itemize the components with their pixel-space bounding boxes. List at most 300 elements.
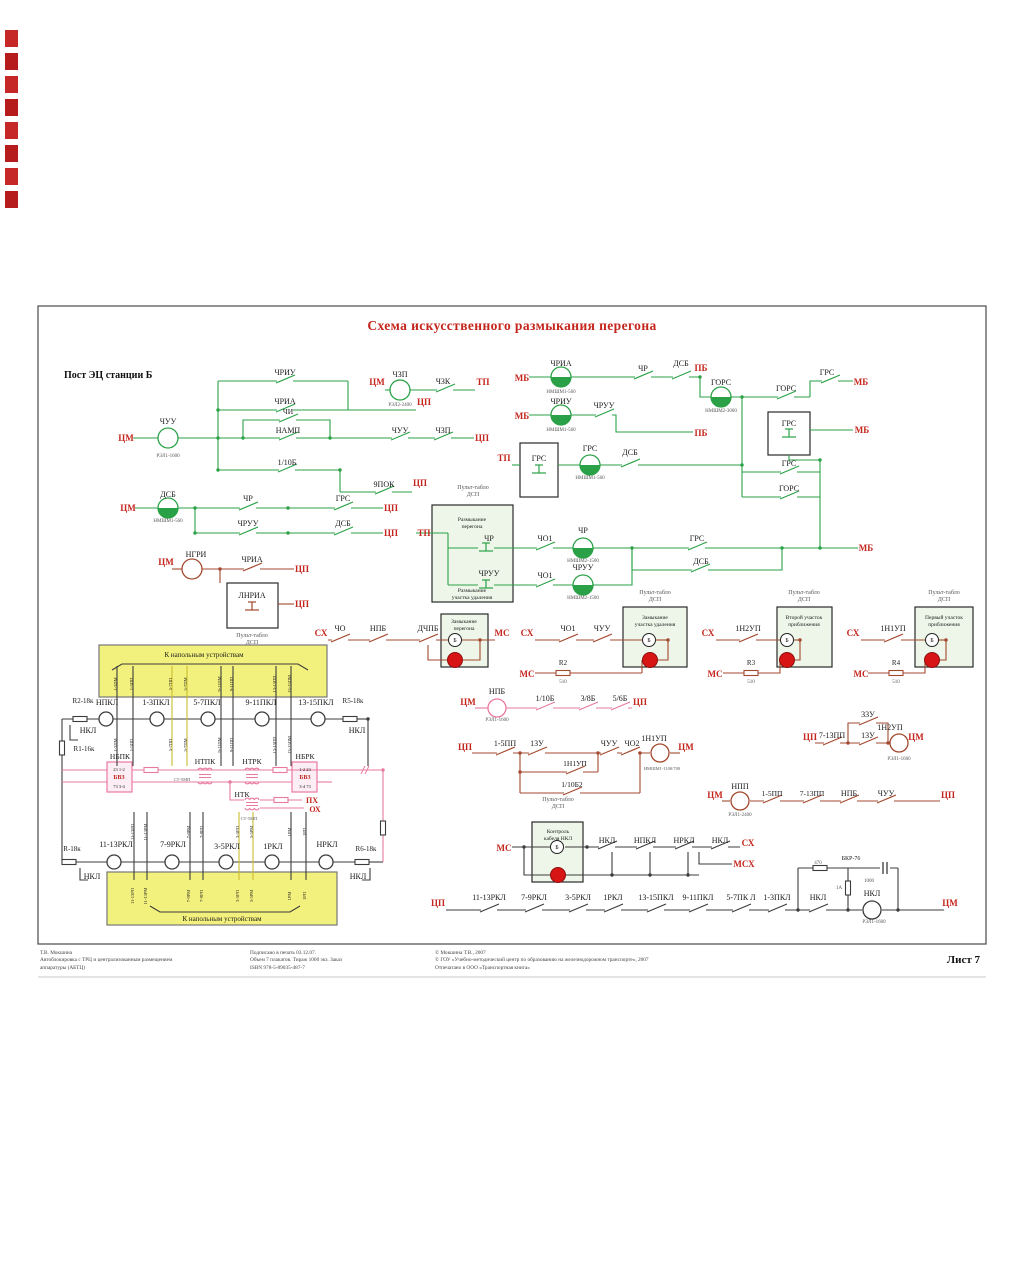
diagram-label: R6-18к <box>355 845 377 853</box>
junction-dot <box>740 463 743 466</box>
diagram-label: НБРК <box>295 752 315 761</box>
lamp-red <box>551 868 566 883</box>
diagram-label: 1Н1УП <box>641 734 667 743</box>
diagram-label: ЧУУ <box>600 739 618 748</box>
diagram-label: 3-5РП <box>235 826 240 838</box>
scan-color-mark <box>5 145 18 162</box>
diagram-label: ДСП <box>648 597 662 603</box>
diagram-label: R-18к <box>63 845 81 853</box>
junction-dot <box>818 546 821 549</box>
diagram-label: 1/10Б <box>535 694 555 703</box>
diagram-label: ДСП <box>937 597 951 603</box>
diagram-label: ЧР <box>484 534 494 543</box>
diagram-label: ЧР <box>578 526 588 535</box>
diagram-label: участка удаления <box>451 595 493 601</box>
diagram-label: ЦП <box>802 732 818 742</box>
diagram-label: НКЛ <box>809 893 827 902</box>
diagram-label: ОХ <box>309 805 321 814</box>
junction-dot <box>944 638 947 641</box>
diagram-label: 1/10Б2 <box>561 780 583 789</box>
junction-dot <box>846 741 849 744</box>
diagram-label: ЦМ <box>707 790 723 800</box>
diagram-label: ДСП <box>466 492 480 498</box>
diagram-label: Пульт-табло <box>928 590 960 596</box>
junction-dot <box>596 751 599 754</box>
footer-line: Автоблокировка с ТРЦ и централизованным размещением <box>40 957 173 964</box>
diagram-label: 3/8Б <box>580 694 596 703</box>
diagram-label: Замыкание <box>451 619 477 625</box>
relay-coil <box>107 855 121 869</box>
diagram-label: МС <box>853 669 869 679</box>
diagram-label: 7-13ПП <box>799 789 825 798</box>
diagram-label: НКЛ <box>863 889 881 898</box>
relay-coil-half <box>573 548 593 558</box>
diagram-label: СХ <box>741 838 755 848</box>
diagram-label: перегона <box>453 626 475 632</box>
junction-dot <box>610 873 613 876</box>
diagram-label: НПБ <box>488 687 506 696</box>
relay-coil <box>158 428 178 448</box>
diagram-label: 13У <box>861 731 875 740</box>
relay-coil <box>863 901 881 919</box>
relay-coil-half <box>573 585 593 595</box>
junction-dot <box>796 908 799 911</box>
diagram-label: R2-18к <box>72 697 94 705</box>
diagram-label: НМШМ1-560 <box>546 390 576 395</box>
diagram-label: 5-7ПМ <box>183 677 188 691</box>
diagram-label: ЦП <box>457 742 473 752</box>
diagram-label: ДСБ <box>160 490 176 499</box>
relay-coil-half <box>580 465 600 475</box>
resistor <box>274 798 288 803</box>
diagram-label: ТП <box>417 528 431 538</box>
diagram-label: ГРС <box>781 419 797 428</box>
footer-line: Подписано в печать 03.12.07. <box>250 950 316 956</box>
relay-coil-half <box>158 508 178 518</box>
diagram-label: 1РКЛ <box>263 842 283 851</box>
diagram-label: ГРС <box>335 494 351 503</box>
diagram-label: 9-11ПКЛ <box>245 698 277 707</box>
diagram-label: ЦП <box>474 433 490 443</box>
wire <box>699 852 732 864</box>
diagram-label: НМШМ1-560 <box>153 519 183 524</box>
diagram-label: НПП <box>731 782 749 791</box>
diagram-label: 13-15ПКЛ <box>638 893 674 902</box>
resistor <box>556 671 570 676</box>
junction-dot <box>328 436 331 439</box>
footer-line: © Мокшина Т.В., 2007 <box>435 950 486 956</box>
diagram-label: НПБ <box>840 789 858 798</box>
diagram-label: НКЛ <box>711 836 729 845</box>
diagram-label: 3-5РКЛ <box>565 893 591 902</box>
relay-coil-half <box>711 397 731 407</box>
diagram-label: 11-13РП <box>130 887 135 905</box>
diagram-label: ДСБ <box>622 448 638 457</box>
diagram-label: ЧР <box>638 364 648 373</box>
diagram-label: 1-3ПКЛ <box>142 698 170 707</box>
junction-dot <box>381 768 384 771</box>
diagram-label: 510 <box>892 680 900 685</box>
diagram-label: 3-5РКЛ <box>214 842 240 851</box>
diagram-label: СХ <box>846 628 860 638</box>
diagram-label: 5-7ПК Л <box>726 893 756 902</box>
diagram-label: ЧИ <box>282 407 294 416</box>
diagram-label: ПБ <box>694 363 708 373</box>
junction-dot <box>818 458 821 461</box>
relay-coil <box>390 380 410 400</box>
diagram-label: РЭЛ1-1600 <box>862 920 886 925</box>
diagram-label: приближения <box>928 622 960 628</box>
diagram-label: НКЛ <box>83 872 101 881</box>
diagram-label: ЧРУУ <box>478 569 500 578</box>
diagram-label: 73 3-4 <box>113 784 125 789</box>
diagram-label: 13-15ПП <box>272 675 277 693</box>
diagram-label: СТ-5МП <box>173 777 191 782</box>
lamp-red <box>780 653 795 668</box>
relay-coil <box>150 712 164 726</box>
junction-dot <box>478 638 481 641</box>
junction-dot <box>896 908 899 911</box>
diagram-label: кабеля НКЛ <box>543 836 573 842</box>
diagram-label: 5-7ПМ <box>183 738 188 752</box>
diagram-label: ПХ <box>306 796 318 805</box>
diagram-label: РЭЛ1-2400 <box>728 813 752 818</box>
diagram-label: 1Н2УП <box>735 624 761 633</box>
wire <box>700 377 711 397</box>
diagram-label: ЧРУУ <box>572 563 594 572</box>
diagram-label: МС <box>496 843 512 853</box>
resistor <box>846 881 851 895</box>
diagram-label: НАМП <box>275 426 301 435</box>
resistor <box>273 768 287 773</box>
diagram-label: 3-5РМ <box>249 825 254 839</box>
diagram-label: ЦП <box>412 478 428 488</box>
diagram-label: 1Н1УП <box>563 759 587 768</box>
diagram-label: ЦМ <box>678 742 694 752</box>
lamp-letter: Б <box>785 638 789 645</box>
diagram-label: 1-2 23 <box>299 767 311 772</box>
scan-color-mark <box>5 191 18 208</box>
diagram-label: ЦП <box>416 397 432 407</box>
diagram-label: НГРИ <box>185 550 207 559</box>
diagram-label: НРКЛ <box>673 836 695 845</box>
diagram-label: ЦП <box>383 503 399 513</box>
junction-dot <box>638 751 641 754</box>
footer-copyright <box>435 950 775 972</box>
cap-gap <box>880 861 890 875</box>
diagram-label: 1-3ПМ <box>113 677 118 691</box>
diagram-label: ЦП <box>294 599 310 609</box>
diagram-label: 11-13РМ <box>143 823 148 841</box>
scan-color-mark <box>5 53 18 70</box>
resistor <box>343 717 357 722</box>
wire <box>593 548 632 585</box>
junction-dot <box>666 638 669 641</box>
diagram-label: СХ <box>701 628 715 638</box>
diagram-label: ЦП <box>940 790 956 800</box>
lamp-letter: Б <box>647 638 651 645</box>
junction-dot <box>686 873 689 876</box>
relay-coil <box>219 855 233 869</box>
diagram-label: НКЛ <box>348 726 366 735</box>
diagram-label: ГОРС <box>778 484 800 493</box>
diagram-label: ЦП <box>632 697 648 707</box>
junction-dot <box>698 375 701 378</box>
resistor <box>62 860 76 865</box>
junction-dot <box>193 531 196 534</box>
diagram-label: 11-13РП <box>130 823 135 841</box>
diagram-label: 9-11ПМ <box>217 676 222 692</box>
diagram-label: R2 <box>558 659 568 667</box>
junction-dot <box>518 751 521 754</box>
relay-coil <box>165 855 179 869</box>
diagram-label: ЦП <box>294 564 310 574</box>
diagram-label: МБ <box>854 425 870 435</box>
diagram-label: Размыкание <box>457 517 487 523</box>
diagram-label: ДСБ <box>673 359 689 368</box>
diagram-label: 7-9РП <box>199 826 204 838</box>
diagram-label: 1РП <box>302 827 307 837</box>
junction-dot <box>338 468 341 471</box>
diagram-label: НКЛ <box>598 836 616 845</box>
diagram-label: НБПК <box>109 752 131 761</box>
diagram-label: 33У <box>861 710 875 719</box>
diagram-label: 11-13РМ <box>143 887 148 905</box>
diagram-label: ДСП <box>245 640 259 646</box>
diagram-label: ЧРИА <box>241 555 263 564</box>
junction-dot <box>216 408 219 411</box>
diagram-label: ГРС <box>819 368 835 377</box>
footer-line: ISBN 978-5-89035-487-7 <box>250 964 305 971</box>
diagram-label: 1РП <box>302 891 307 901</box>
junction-dot <box>286 531 289 534</box>
lamp-letter: Б <box>453 638 457 645</box>
diagram-label: Пульт-табло <box>457 485 489 491</box>
diagram-label: ГРС <box>689 534 705 543</box>
diagram-label: 9-11ПП <box>229 737 234 753</box>
diagram-label: ГРС <box>531 454 547 463</box>
diagram-label: ПБ <box>694 428 708 438</box>
scan-color-mark <box>5 30 18 47</box>
diagram-label: МС <box>707 669 723 679</box>
footer-author <box>40 950 240 972</box>
diagram-label: ДСБ <box>335 519 351 528</box>
diagram-label: ДСП <box>551 804 565 810</box>
diagram-label: СХ <box>314 628 328 638</box>
lamp-red <box>448 653 463 668</box>
diagram-label: НПКЛ <box>95 698 119 707</box>
diagram-label: МС <box>494 628 510 638</box>
diagram-label: 1Н2УП <box>877 723 903 732</box>
wire <box>70 725 78 740</box>
diagram-label: ЦМ <box>908 732 924 742</box>
diagram-label: 1-3ПМ <box>113 738 118 752</box>
diagram-label: ЧО1 <box>560 624 576 633</box>
diagram-label: ЦМ <box>158 557 174 567</box>
diagram-label: ЦМ <box>460 697 476 707</box>
junction-dot <box>630 546 633 549</box>
resistor <box>381 821 386 835</box>
diagram-label: ЧО2 <box>624 739 640 748</box>
diagram-label: ЧО1 <box>537 534 553 543</box>
relay-coil <box>651 744 669 762</box>
diagram-label: 13-15ПМ <box>287 736 292 754</box>
diagram-label: R3 <box>746 659 756 667</box>
junction-dot <box>522 845 525 848</box>
diagram-label: 3-5РМ <box>249 889 254 903</box>
diagram-label: ГРС <box>781 459 797 468</box>
diagram-label: 3-4 73 <box>299 784 311 789</box>
footer-line: Объем 7 плакатов. Тираж 1000 экз. Заказ <box>250 957 343 964</box>
diagram-label: 9ПОК <box>373 480 395 489</box>
lamp-red <box>643 653 658 668</box>
diagram-label: 13-15ПМ <box>287 675 292 693</box>
diagram-label: МС <box>519 669 535 679</box>
sheet-number: Лист 7 <box>946 954 980 966</box>
relay-coil <box>488 699 506 717</box>
diagram-label: 510 <box>559 680 567 685</box>
diagram-label: 9-11ПМ <box>217 737 222 753</box>
junction-dot <box>193 506 196 509</box>
diagram-label: 5-7ПКЛ <box>193 698 221 707</box>
diagram-label: 11-13РКЛ <box>472 893 506 902</box>
resistor <box>744 671 758 676</box>
diagram-label: Пульт-табло <box>236 633 268 639</box>
diagram-label: Пульт-табло <box>639 590 671 596</box>
relay-coil-half <box>551 415 571 425</box>
diagram-label: 11-13РКЛ <box>99 840 133 849</box>
diagram-label: ЦМ <box>118 433 134 443</box>
diagram-label: НКЛ <box>79 726 97 735</box>
footer-line: Отпечатано в ООО «Транспортная книга» <box>435 964 530 971</box>
diagram-label: ТП <box>476 377 490 387</box>
diagram-label: К напольным устройствам <box>164 651 244 659</box>
lamp-letter: Б <box>555 845 559 852</box>
wire <box>571 415 693 432</box>
diagram-label: СХ <box>520 628 534 638</box>
junction-dot <box>286 506 289 509</box>
relay-coil <box>182 559 202 579</box>
diagram-label: 23 1-2 <box>113 767 125 772</box>
diagram-label: 1/10Б <box>277 458 297 467</box>
resistor <box>889 671 903 676</box>
diagram-label: ЛНРИА <box>238 591 266 600</box>
diagram-label: НМШМ1-1100/700 <box>643 766 681 771</box>
diagram-label: ЧУУ <box>877 789 895 798</box>
diagram-label: R5-18к <box>342 697 364 705</box>
relay-coil <box>201 712 215 726</box>
diagram-label: МСХ <box>733 859 755 869</box>
footer-line: аппаратуры (АБТЦ) <box>40 964 85 971</box>
diagram-label: Пульт-табло <box>788 590 820 596</box>
diagram-label: НТПК <box>194 757 216 766</box>
diagram-label: НМШМ2-1500 <box>567 559 599 564</box>
station-post-label: Пост ЭЦ станции Б <box>64 370 153 381</box>
relay-coil <box>731 792 749 810</box>
diagram-label: НМШМ2-1500 <box>567 596 599 601</box>
relay-coil-half <box>551 377 571 387</box>
diagram-label: ДЧПБ <box>417 624 439 633</box>
diagram-label: НПКЛ <box>633 836 657 845</box>
diagram-label: ЧЗК <box>435 377 451 386</box>
resistor <box>73 717 87 722</box>
diagram-label: 1-5ПП <box>761 789 783 798</box>
diagram-label: участка удаления <box>634 622 676 628</box>
diagram-label: ЧРИА <box>274 397 296 406</box>
diagram-label: Пульт-табло <box>542 797 574 803</box>
resistor <box>144 768 158 773</box>
diagram-label: ЧУУ <box>159 417 177 426</box>
scan-color-mark <box>5 122 18 139</box>
junction-dot <box>218 567 221 570</box>
diagram-label: 1-5ПП <box>493 739 517 748</box>
footer-line: © ГОУ «Учебно-методический центр по образованию на железнодорожном транспорте», 2007 <box>435 957 649 964</box>
diagram-label: РЭЛ1-1600 <box>485 718 509 723</box>
diagram-label: БВЗ <box>299 775 311 781</box>
diagram-label: 13У <box>530 739 544 748</box>
diagram-label: ЦМ <box>369 377 385 387</box>
footer-print-info <box>250 950 420 972</box>
relay-coil <box>99 712 113 726</box>
diagram-label: Размыкание <box>457 588 487 594</box>
diagram-label: СТ-5МП <box>240 816 258 821</box>
diagram-label: ЧРУУ <box>593 401 615 410</box>
page-title: Схема искусственного размыкания перегона <box>367 318 657 333</box>
diagram-label: ЧР <box>243 494 253 503</box>
resistor <box>355 860 369 865</box>
diagram-label: РЭЛ1-1600 <box>887 757 911 762</box>
diagram-label: 7-9РП <box>199 890 204 902</box>
diagram-label: НМШМ2-3000 <box>705 409 737 414</box>
junction-dot <box>241 436 244 439</box>
diagram-label: R1-16к <box>73 745 95 753</box>
scan-color-mark <box>5 99 18 116</box>
diagram-label: 7-9РМ <box>186 825 191 839</box>
diagram-label: НКЛ <box>349 872 367 881</box>
diagram-label: ЧЗП <box>392 370 408 379</box>
diagram-label: 1РМ <box>287 827 292 837</box>
relay-coil <box>255 712 269 726</box>
diagram-label: 1-3ПП <box>129 677 134 691</box>
diagram-label: НРКЛ <box>316 840 338 849</box>
diagram-label: 7-9РМ <box>186 889 191 903</box>
diagram-label: ДСБ <box>693 557 709 566</box>
diagram-label: 5-7ПП <box>168 738 173 752</box>
diagram-label: ГОРС <box>775 384 797 393</box>
junction-dot <box>366 717 369 720</box>
junction-dot <box>648 873 651 876</box>
diagram-label: ЧУУ <box>593 624 611 633</box>
diagram-label: 5/6Б <box>612 694 628 703</box>
diagram-label: БВЗ <box>113 775 125 781</box>
diagram-label: ЦМ <box>120 503 136 513</box>
diagram-label: Контроль <box>546 829 570 835</box>
resistor <box>813 866 827 871</box>
lamp-red <box>925 653 940 668</box>
diagram-label: 7-9РКЛ <box>160 840 186 849</box>
diagram-label: 7-13ПП <box>818 731 846 740</box>
scan-color-mark <box>5 76 18 93</box>
diagram-label: ЦП <box>430 898 446 908</box>
junction-dot <box>780 546 783 549</box>
diagram-label: ГРС <box>582 444 598 453</box>
diagram-label: ТП <box>497 453 511 463</box>
diagram-label: перегона <box>461 524 483 530</box>
diagram-label: ЧУУ <box>391 426 409 435</box>
diagram-label: ЧРИУ <box>274 368 296 377</box>
transformer-winding <box>245 808 259 810</box>
diagram-label: 470 <box>814 861 822 866</box>
